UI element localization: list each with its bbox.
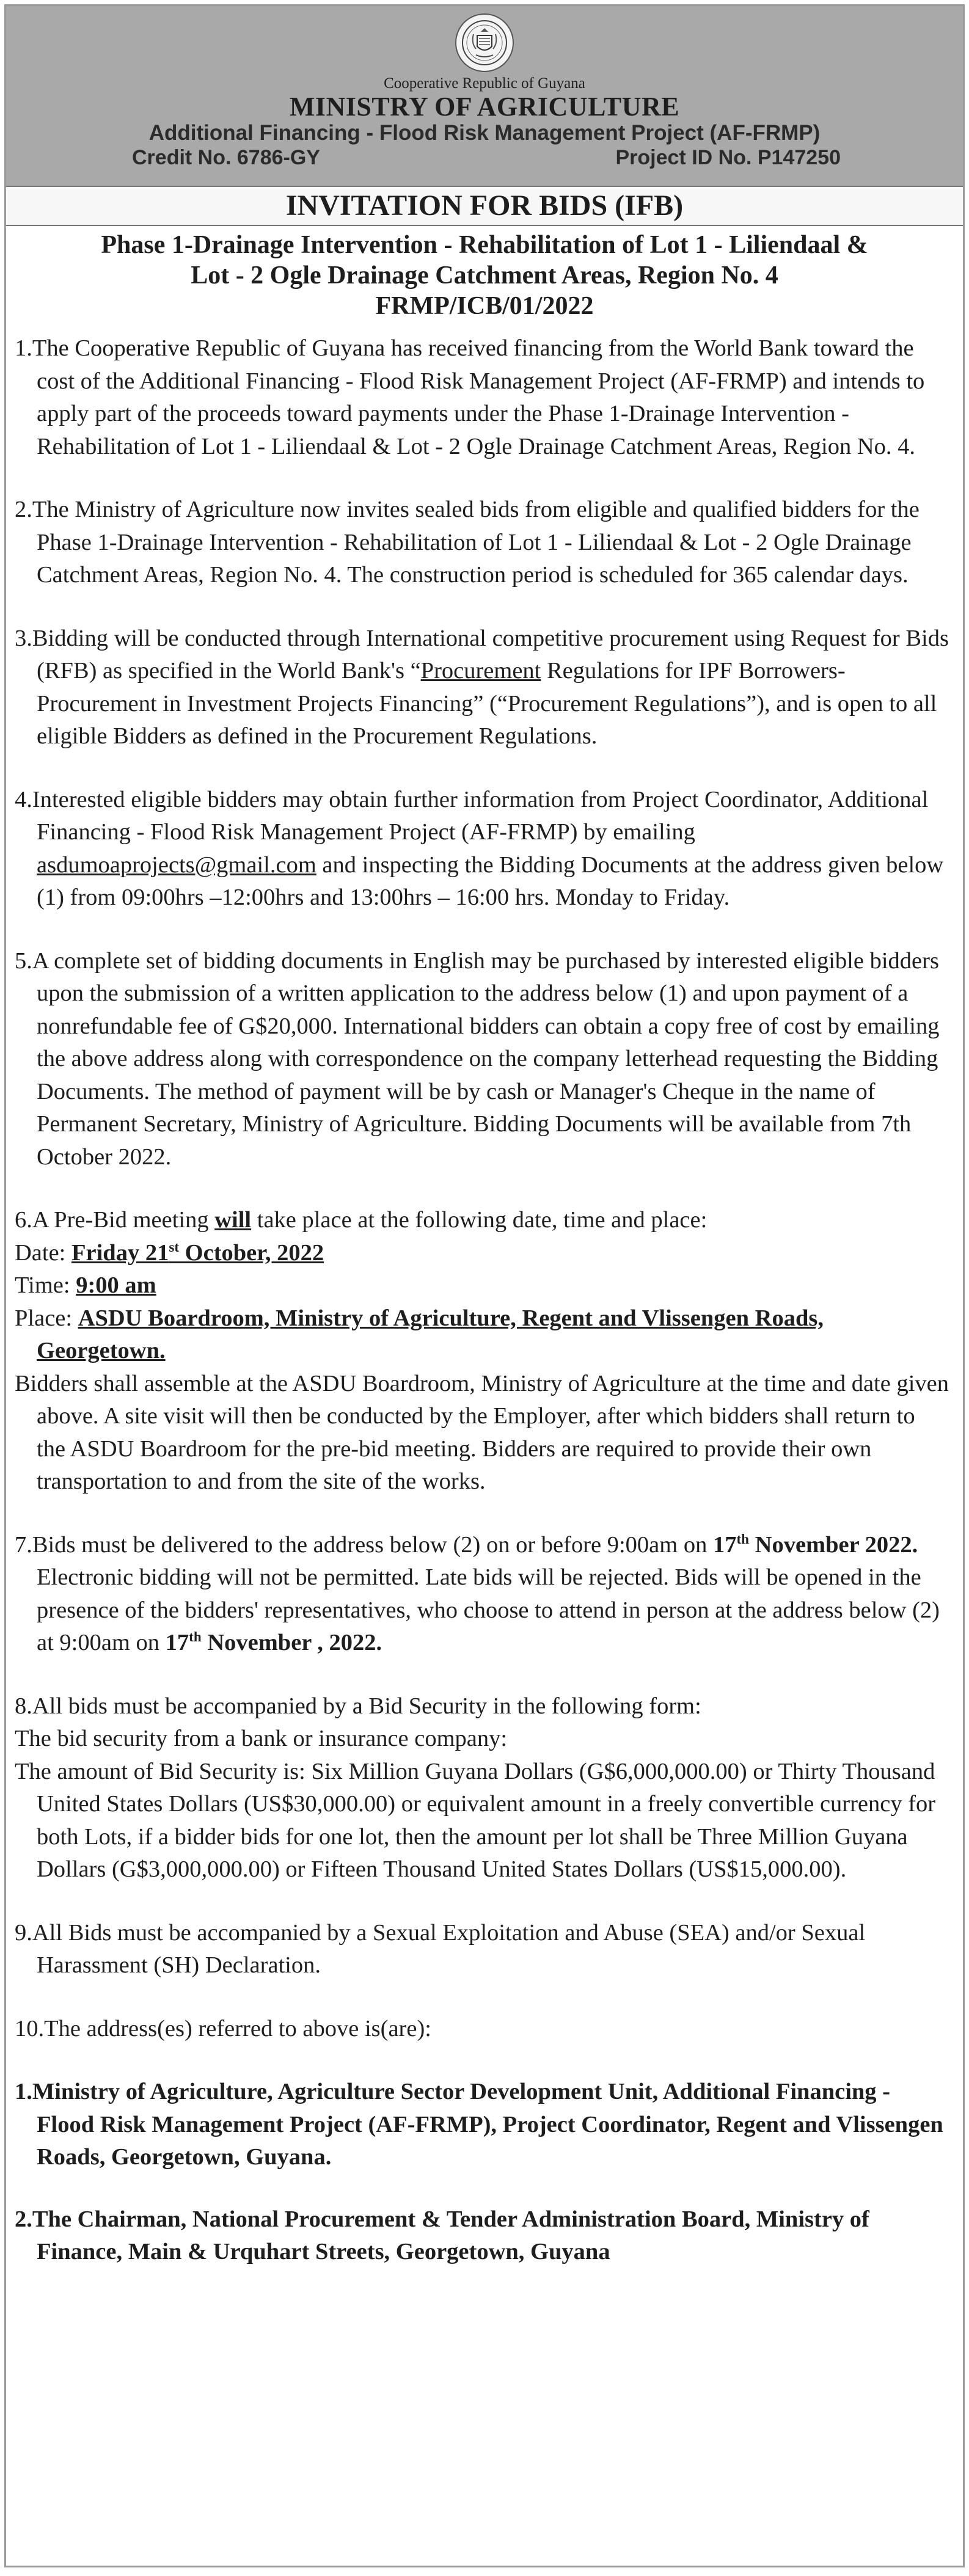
ifb-notice <box>4 4 965 2567</box>
p4-text-b: and inspecting the Bidding Documents at the address given below (1) from 09:00hrs –12:00hrs and 13:00hrs – 16:00 hrs. Monday to Friday. <box>37 852 944 910</box>
time-label: Time: <box>15 1272 76 1298</box>
invitation-heading: INVITATION FOR BIDS (IFB) <box>6 186 963 226</box>
date-value-a: Friday 21 <box>71 1239 169 1266</box>
p7-text-a: 7.Bids must be delivered to the address below (2) on or before 9:00am on <box>15 1531 713 1558</box>
p7-d1-sup: th <box>736 1530 750 1547</box>
p8-line-3: The amount of Bid Security is: Six Million Guyana Dollars (G$6,000,000.00) or Thirty Thousand United States Dollars (US$30,000.00) or equivalent amount in a freely convertible currency for both Lots, if a bidder bids for one lot, then the amount per lot shall be Three Million Guyana Dollars (G$3,000,000.00) or Fifteen Thousand United States Dollars (US$15,000.00). <box>15 1758 936 1882</box>
p4-text-a: 4.Interested eligible bidders may obtain further information from Project Coordinator, Additional Financing - Flood Risk Management Project (AF-FRMP) by emailing <box>15 786 929 845</box>
time-value: 9:00 am <box>76 1272 156 1298</box>
reference-number: FRMP/ICB/01/2022 <box>375 292 594 320</box>
credit-number: Credit No. 6786-GY <box>132 146 320 169</box>
country-name: Cooperative Republic of Guyana <box>384 75 585 92</box>
notice-title <box>6 226 963 291</box>
paragraph-10: 10.The address(es) referred to above is(are): <box>15 2015 431 2041</box>
p6-intro <box>15 1207 707 1233</box>
p7-d1: 17 <box>712 1531 737 1558</box>
pre-bid-place <box>15 1302 949 1368</box>
address-1: 1.Ministry of Agriculture, Agriculture Sector Development Unit, Additional Financing - Flood Risk Management Project (AF-FRMP), Project Coordinator, Regent and Vlissengen Roads, Georgetown, Guyana. <box>15 2079 943 2170</box>
paragraph-2: 2.The Ministry of Agriculture now invites sealed bids from eligible and qualified bidders for the Phase 1-Drainage Intervention - Rehabilitation of Lot 1 - Liliendaal & Lot - 2 Ogle Drainage Catchment Areas, Region No. 4. The construction period is scheduled for 365 calendar days. <box>15 497 920 588</box>
paragraph-6 <box>15 1204 949 1498</box>
p7-text-b: Electronic bidding will not be permitted. Late bids will be rejected. Bids will be opened in the presence of the bidders' representatives, who choose to attend in person at the address below (2) at 9:00am on <box>37 1564 940 1655</box>
project-name: Additional Financing - Flood Risk Management Project (AF-FRMP) <box>148 121 821 145</box>
p6-intro-a: 6.A Pre-Bid meeting <box>15 1207 215 1233</box>
address-2: 2.The Chairman, National Procurement & Tender Administration Board, Ministry of Finance, Main & Urquhart Streets, Georgetown, Guyana <box>15 2206 869 2264</box>
paragraph-9: 9.All Bids must be accompanied by a Sexual Exploitation and Abuse (SEA) and/or Sexual Harassment (SH) Declaration. <box>15 1919 866 1978</box>
p6-intro-b: take place at the following date, time and place: <box>251 1207 708 1233</box>
pre-bid-date <box>15 1237 949 1270</box>
p6-will: will <box>214 1207 252 1233</box>
place-value: ASDU Boardroom, Ministry of Agriculture, Regent and Vlissengen Roads, Georgetown. <box>37 1305 824 1363</box>
pre-bid-time <box>15 1269 949 1302</box>
p7-d2: 17 <box>165 1630 189 1655</box>
procurement-link[interactable]: Procurement <box>420 658 541 684</box>
title-line-1: Phase 1-Drainage Intervention - Rehabilitation of Lot 1 - Liliendaal & <box>101 231 868 259</box>
p3-text-b: Regulations for IPF Borrowers- Procurement in Investment Projects Financing” (“Procurement Regulations”), and is open to all eligible Bidders as defined in the Procurement Regulations. <box>37 658 937 749</box>
p7-deadline <box>713 1532 918 1558</box>
p7-opening-date <box>166 1630 382 1655</box>
p7-d2-rest: November , 2022. <box>201 1630 382 1655</box>
p8-line-1: 8.All bids must be accompanied by a Bid Security in the following form: <box>15 1693 701 1719</box>
date-value-b: October, 2022 <box>179 1239 324 1266</box>
ministry-name: MINISTRY OF AGRICULTURE <box>289 92 680 122</box>
p3-text-a: 3.Bidding will be conducted through International competitive procurement using Request for Bids (RFB) as specified in the World Bank's “ <box>15 625 949 684</box>
p7-d2-sup: th <box>189 1629 202 1645</box>
paragraph-3 <box>15 622 949 753</box>
p7-d1-rest: November 2022. <box>749 1531 918 1558</box>
paragraph-8 <box>15 1690 949 1886</box>
place-label: Place: <box>15 1305 78 1331</box>
title-line-2: Lot - 2 Ogle Drainage Catchment Areas, Region No. 4 <box>191 261 778 290</box>
project-id: Project ID No. P147250 <box>615 146 841 169</box>
p8-line-2: The bid security from a bank or insurance company: <box>15 1726 508 1751</box>
date-label: Date: <box>15 1239 71 1266</box>
date-value <box>71 1240 324 1266</box>
notice-header <box>6 6 963 186</box>
email-link[interactable]: asdumoaprojects@gmail.com <box>37 852 316 878</box>
paragraph-7 <box>15 1529 949 1660</box>
date-value-sup: st <box>169 1238 180 1255</box>
paragraph-1: 1.The Cooperative Republic of Guyana has received financing from the World Bank toward the cost of the Additional Financing - Flood Risk Management Project (AF-FRMP) and intends to apply part of the proceeds toward payments under the Phase 1-Drainage Intervention - Rehabilitation of Lot 1 - Liliendaal & Lot - 2 Ogle Drainage Catchment Areas, Region No. 4. <box>15 335 925 459</box>
notice-body <box>6 321 963 2269</box>
p6-details: Bidders shall assemble at the ASDU Boardroom, Ministry of Agriculture at the time and date given above. A site visit will then be conducted by the Employer, after which bidders shall return to the ASDU Boardroom for the pre-bid meeting. Bidders are required to provide their own transportation to and from the site of the works. <box>15 1370 949 1494</box>
paragraph-4 <box>15 784 949 914</box>
coat-of-arms-seal-icon <box>455 13 514 72</box>
paragraph-5: 5.A complete set of bidding documents in English may be purchased by interested eligible bidders upon the submission of a written application to the address below (1) and upon payment of a nonrefundable fee of G$20,000. International bidders can obtain a copy free of cost by emailing the above address along with correspondence on the company letterhead requesting the Bidding Documents. The method of payment will be by cash or Manager's Cheque in the name of Permanent Secretary, Ministry of Agriculture. Bidding Documents will be available from 7th October 2022. <box>15 947 940 1170</box>
project-identifiers <box>6 145 963 170</box>
